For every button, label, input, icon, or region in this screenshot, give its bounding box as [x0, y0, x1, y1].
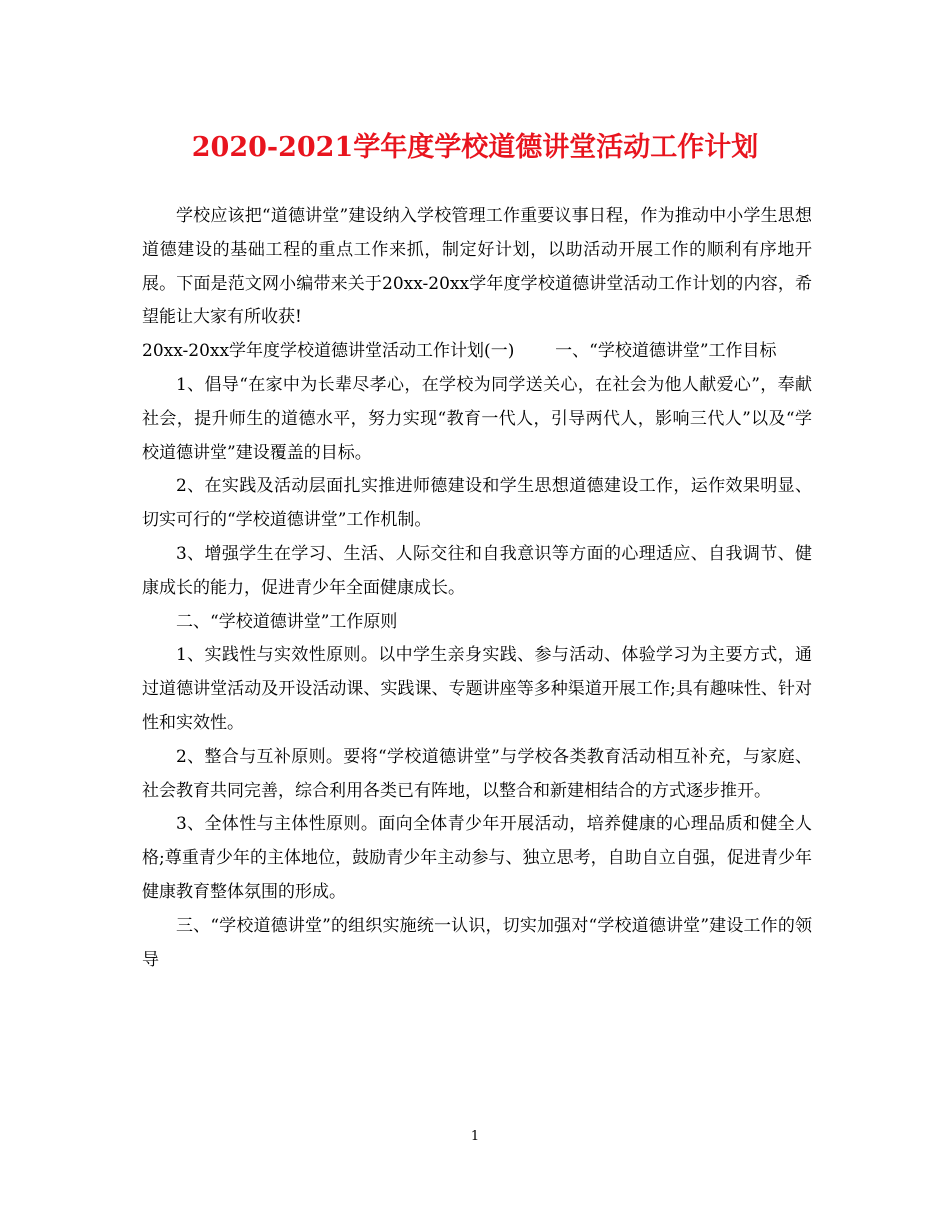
- intro-paragraph: 学校应该把“道德讲堂”建设纳入学校管理工作重要议事日程，作为推动中小学生思想道德建设的基础工程的重点工作来抓，制定好计划，以助活动开展工作的顺利有序地开展。下面是范文网小编带来关于20xx-20xx学年度学校道德讲堂活动工作计划的内容，希望能让大家有所收获!: [142, 206, 812, 328]
- document-title: 2020-2021学年度学校道德讲堂活动工作计划: [191, 132, 759, 163]
- section-heading-goals: 一、“学校道德讲堂”工作目标: [555, 341, 777, 362]
- paragraph-principle-1: 1、实践性与实效性原则。以中学生亲身实践、参与活动、体验学习为主要方式，通过道德讲堂活动及开设活动课、实践课、专题讲座等多种渠道开展工作;具有趣味性、针对性和实效性。: [142, 645, 812, 733]
- paragraph-goal-1: 1、倡导“在家中为长辈尽孝心，在学校为同学送关心，在社会为他人献爱心”，奉献社会，提升师生的道德水平，努力实现“教育一代人，引导两代人，影响三代人”以及“学校道德讲堂”建设覆盖的目标。: [142, 374, 812, 463]
- subtitle-line: [142, 335, 812, 369]
- document-body: [142, 200, 812, 977]
- paragraph-principle-2: 2、整合与互补原则。要将“学校道德讲堂”与学校各类教育活动相互补充，与家庭、社会教育共同完善，综合利用各类已有阵地，以整合和新建相结合的方式逐步推开。: [142, 746, 812, 801]
- paragraph-principle-3: 3、全体性与主体性原则。面向全体青少年开展活动，培养健康的心理品质和健全人格;尊重青少年的主体地位，鼓励青少年主动参与、独立思考，自助自立自强，促进青少年健康教育整体氛围的形成。: [142, 814, 812, 902]
- plan-subtitle: 20xx-20xx学年度学校道德讲堂活动工作计划(一): [142, 341, 515, 362]
- paragraph-goal-2: 2、在实践及活动层面扎实推进师德建设和学生思想道德建设工作，运作效果明显、切实可行的“学校道德讲堂”工作机制。: [142, 476, 812, 531]
- page-number: 1: [470, 1129, 480, 1144]
- section-heading-organization: 三、“学校道德讲堂”的组织实施统一认识，切实加强对“学校道德讲堂”建设工作的领导: [142, 915, 812, 970]
- paragraph-goal-3: 3、增强学生在学习、生活、人际交往和自我意识等方面的心理适应、自我调节、健康成长的能力，促进青少年全面健康成长。: [142, 543, 812, 598]
- section-heading-principles: 二、“学校道德讲堂”工作原则: [176, 611, 398, 632]
